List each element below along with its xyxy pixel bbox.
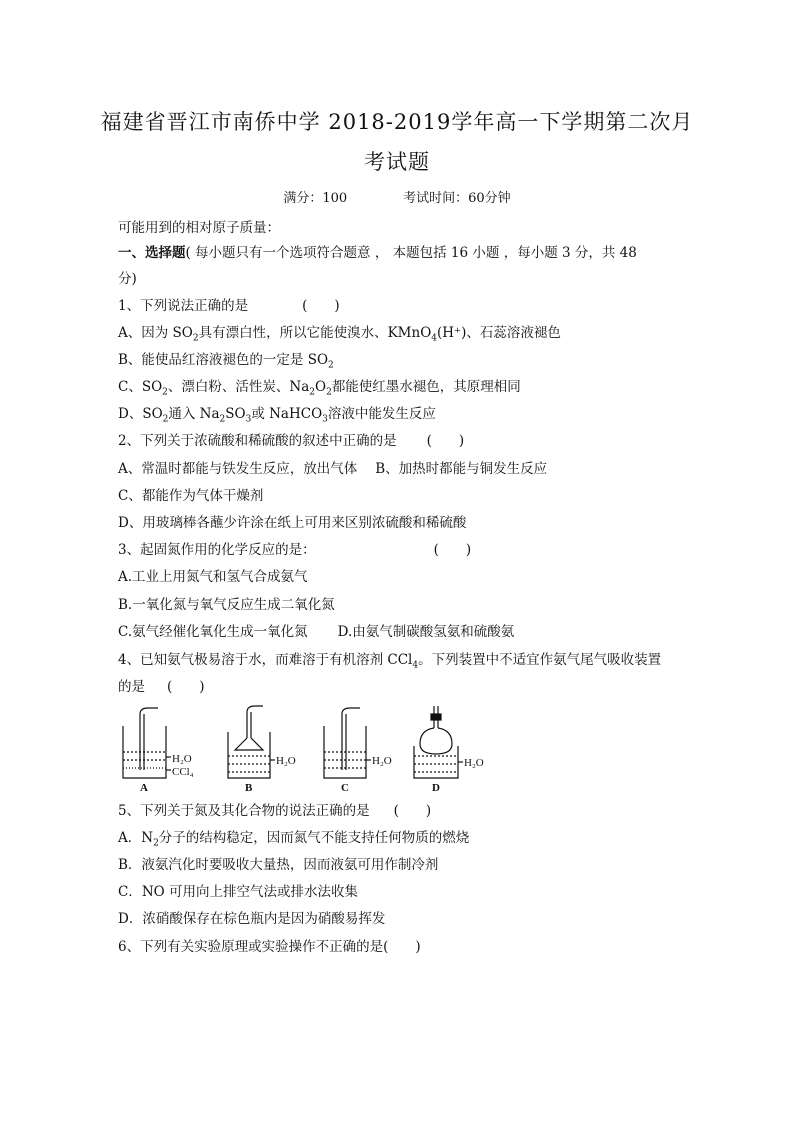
- q5-option-d: D．浓硝酸保存在棕色瓶内是因为硝酸易挥发: [118, 911, 386, 927]
- q1-d-5: 溶液中能发生反应: [327, 406, 436, 422]
- sub: 2: [153, 838, 159, 849]
- label-a-ccl4: CCl₄: [172, 766, 194, 778]
- q1-d-4: 或 NaHCO: [251, 406, 323, 422]
- sub: 2: [219, 414, 226, 425]
- q4-stem-2: [118, 678, 678, 696]
- q3-paren: ( ): [433, 542, 472, 558]
- q3-d: D.由氨气制碳酸氢氨和硫酸氨: [337, 624, 515, 640]
- label-a-h2o: H₂O: [172, 753, 192, 765]
- apparatus-c: [324, 708, 371, 778]
- q1-option-c: [118, 378, 678, 402]
- q4-stem-a: 4、已知氨气极易溶于水，而难溶于有机溶剂 CCl: [118, 652, 413, 668]
- q1-a-3: (H⁺)、石蕊溶液褪色: [437, 325, 561, 341]
- apparatus-b: [228, 706, 275, 778]
- q5-stem-text: 5、下列关于氮及其化合物的说法正确的是: [118, 803, 370, 819]
- label-b: B: [245, 782, 253, 794]
- section1-title: 一、选择题: [118, 245, 186, 261]
- exam-time: 考试时间：60分钟: [403, 191, 511, 206]
- label-c-h2o: H₂O: [372, 755, 392, 767]
- q1-c-1: C、SO: [118, 379, 163, 395]
- q3-option-cd: [118, 623, 678, 641]
- full-score: 满分：100: [283, 191, 348, 206]
- q1-c-3: O: [315, 379, 327, 395]
- q5-stem: [118, 802, 678, 820]
- q6-stem: 6、下列有关实验原理或实验操作不正确的是( ): [118, 939, 421, 955]
- q5-a-2: 分子的结构稳定，因而氮气不能支持任何物质的燃烧: [158, 830, 470, 846]
- q4-stem-1: [118, 651, 678, 675]
- q1-a-2: 具有漂白性，所以它能使溴水、KMnO: [198, 325, 432, 341]
- sub: 2: [309, 387, 315, 398]
- label-d: D: [432, 782, 440, 794]
- q5-option-a: [118, 829, 678, 853]
- q2-option-d: D、用玻璃棒各蘸少许涂在纸上可用来区别浓硫酸和稀硫酸: [118, 515, 467, 531]
- sub: 4: [412, 660, 419, 671]
- q1-c-2: 、漂白粉、活性炭、Na: [167, 379, 310, 395]
- sub: 2: [192, 333, 199, 344]
- q5-paren: ( ): [393, 803, 432, 819]
- section1-desc: ( 每小题只有一个选项符合题意 ， 本题包括 16 小题 ，每小题 3 分，共 48: [185, 245, 637, 261]
- q4-stem-b: 。下列装置中不适宜作氨气尾气吸收装置: [418, 652, 662, 668]
- q2-option-c: C、都能作为气体干燥剂: [118, 488, 264, 504]
- q3-option-b: B.一氧化氮与氧气反应生成二氧化氮: [118, 597, 335, 613]
- sub: 4: [431, 333, 437, 344]
- title-line-2: 考试题: [364, 150, 430, 174]
- q1-d-1: D、SO: [118, 406, 163, 422]
- apparatus-a: [123, 708, 171, 778]
- q2-option-ab: [118, 460, 678, 478]
- q2-a: A、常温时都能与铁发生反应，放出气体: [118, 461, 358, 477]
- q1-option-a: [118, 324, 678, 348]
- atomic-mass-line: 可能用到的相对原子质量：: [118, 220, 280, 236]
- q1-stem: [118, 297, 678, 315]
- q2-paren: ( ): [426, 433, 465, 449]
- q2-stem: [118, 432, 678, 450]
- q4-paren: ( ): [167, 679, 205, 695]
- q1-b-1: B、能使品红溶液褪色的一定是 SO: [118, 352, 329, 368]
- sub: 2: [162, 414, 169, 425]
- sub: 3: [322, 414, 328, 425]
- sub: 2: [326, 387, 332, 398]
- q1-stem-text: 1、下列说法正确的是: [118, 298, 249, 314]
- q1-d-2: 通入 Na: [168, 406, 220, 422]
- q1-a-1: A、因为 SO: [118, 325, 193, 341]
- sub: 2: [162, 387, 168, 398]
- q2-b: B、加热时都能与铜发生反应: [375, 461, 548, 477]
- q4-stem-c: 的是: [118, 679, 145, 695]
- section1-heading: [118, 244, 678, 262]
- label-b-h2o: H₂O: [276, 755, 296, 767]
- label-c: C: [341, 782, 349, 794]
- q5-option-c: C．NO 可用向上排空气法或排水法收集: [118, 884, 359, 900]
- q3-c: C.氨气经催化氧化生成一氧化氮: [118, 624, 308, 640]
- q1-d-3: SO: [225, 406, 246, 422]
- label-a: A: [140, 782, 148, 794]
- q2-stem-text: 2、下列关于浓硫酸和稀硫酸的叙述中正确的是: [118, 433, 397, 449]
- q5-a-1: A．N: [118, 830, 154, 846]
- q1-c-4: 都能使红墨水褪色，其原理相同: [331, 379, 521, 395]
- q3-option-a: A.工业上用氮气和氢气合成氨气: [118, 569, 308, 585]
- label-d-h2o: H₂O: [464, 757, 484, 769]
- absorption-apparatus-diagram: [118, 704, 488, 794]
- q1-option-d: [118, 405, 678, 429]
- sub: 3: [245, 414, 252, 425]
- exam-meta: [0, 187, 794, 206]
- sub: 2: [328, 360, 334, 371]
- q3-stem-text: 3、起固氮作用的化学反应的是：: [118, 542, 316, 558]
- apparatus-d: [414, 706, 463, 778]
- section1-desc-cont: 分): [118, 271, 137, 287]
- q5-option-b: B．液氨汽化时要吸收大量热，因而液氨可用作制冷剂: [118, 857, 439, 873]
- title-line-1: 福建省晋江市南侨中学 2018-2019学年高一下学期第二次月: [100, 110, 694, 134]
- q3-stem: [118, 541, 678, 559]
- q1-option-b: [118, 351, 678, 375]
- q1-paren: ( ): [302, 298, 340, 314]
